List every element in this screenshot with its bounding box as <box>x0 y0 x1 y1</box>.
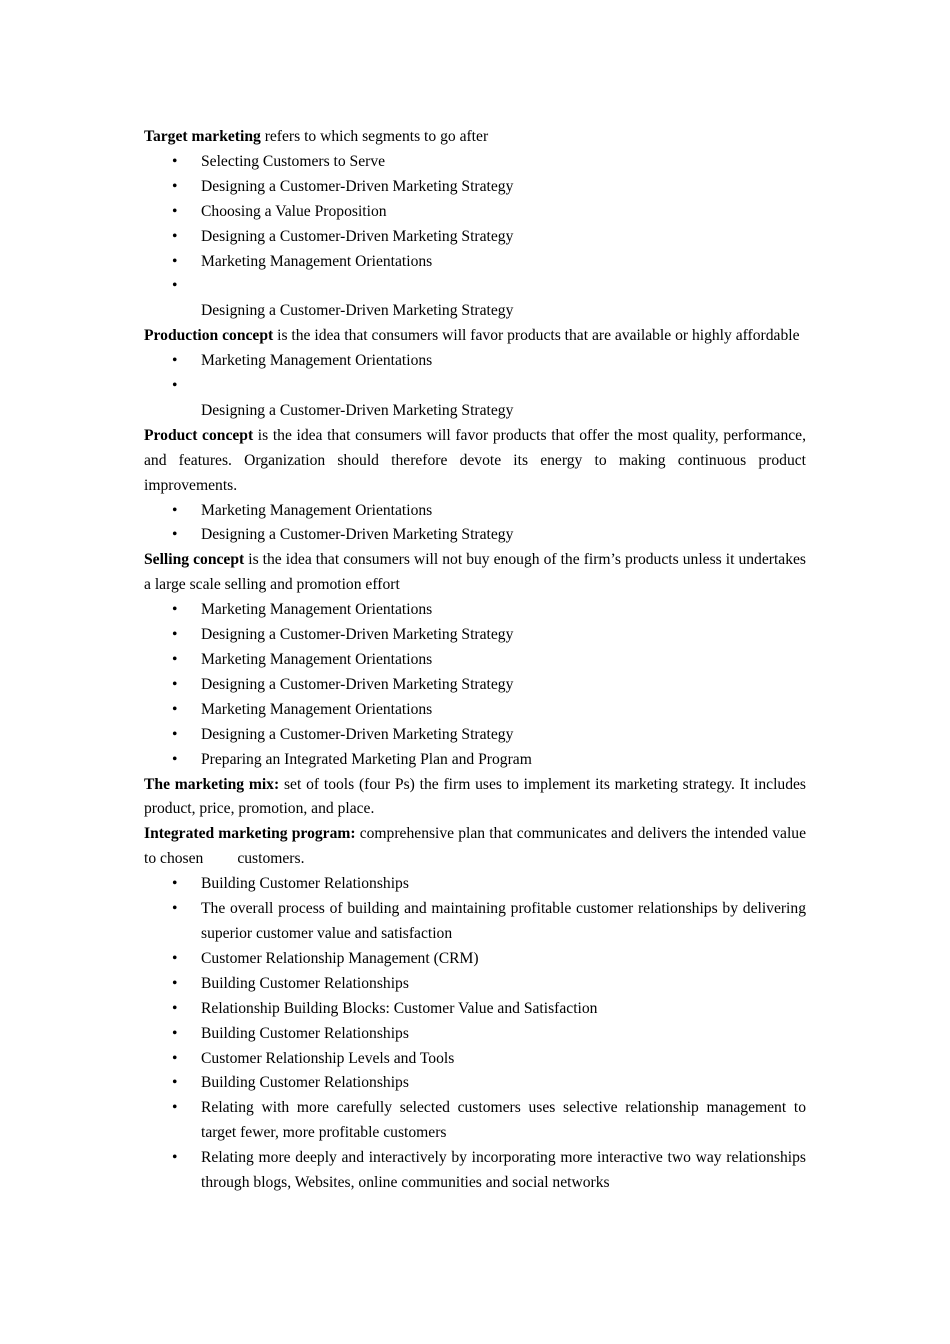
bullet-icon: • <box>172 177 178 195</box>
integrated-program-list <box>144 872 806 1196</box>
selling-concept-paragraph <box>144 548 806 598</box>
list-item: • Designing a Customer-Driven Marketing Strategy <box>144 623 806 648</box>
selling-concept-text: is the idea that consumers will not buy enough of the firm’s products unless it undertakes a large scale selling and promotion effort <box>144 551 806 594</box>
production-concept-term: Production concept <box>144 327 274 345</box>
list-item-empty <box>144 374 806 399</box>
production-concept-list <box>144 349 806 399</box>
target-marketing-text: refers to which segments to go after <box>260 128 489 145</box>
production-concept-text: is the idea that consumers will favor products that are available or highly affordable <box>273 327 800 345</box>
list-item: • Marketing Management Orientations <box>144 349 806 374</box>
bullet-icon: • <box>172 1149 178 1167</box>
list-item: • Designing a Customer-Driven Marketing Strategy <box>144 523 806 548</box>
product-concept-list <box>144 499 806 549</box>
bullet-icon: • <box>172 1099 178 1117</box>
bullet-icon: • <box>172 974 178 992</box>
bullet-icon: • <box>172 900 178 918</box>
bullet-icon: • <box>172 152 178 170</box>
bullet-icon: • <box>172 202 178 220</box>
bullet-icon: • <box>172 377 178 395</box>
list-item: • Designing a Customer-Driven Marketing Strategy <box>144 723 806 748</box>
bullet-icon: • <box>172 725 178 743</box>
list-item: • Marketing Management Orientations <box>144 598 806 623</box>
list-item: • Marketing Management Orientations <box>144 648 806 673</box>
continuation-line: Designing a Customer-Driven Marketing Strategy <box>201 401 514 419</box>
bullet-icon: • <box>172 999 178 1017</box>
integrated-program-text-end: customers. <box>237 850 305 868</box>
list-item: • Marketing Management Orientations <box>144 698 806 723</box>
production-concept-paragraph <box>144 324 806 349</box>
bullet-icon: • <box>172 1049 178 1067</box>
list-item: • Building Customer Relationships <box>144 872 806 897</box>
bullet-icon: • <box>172 352 178 370</box>
list-item: • Selecting Customers to Serve <box>144 150 806 175</box>
bullet-icon: • <box>172 750 178 768</box>
list-item: • Building Customer Relationships <box>144 972 806 997</box>
product-concept-text: is the idea that consumers will favor products that offer the most quality, performance, and features. Organization should therefore devote its energy to making continuous product improvements. <box>144 426 806 494</box>
bullet-icon: • <box>172 651 178 668</box>
bullet-icon: • <box>172 675 178 693</box>
bullet-icon: • <box>172 1074 178 1092</box>
target-marketing-list <box>144 150 806 299</box>
bullet-icon: • <box>172 252 178 270</box>
list-item-empty <box>144 274 806 299</box>
bullet-icon: • <box>172 601 178 619</box>
product-concept-paragraph <box>144 424 806 499</box>
list-item: • Customer Relationship Management (CRM) <box>144 947 806 972</box>
target-marketing-term: Target marketing <box>144 128 261 145</box>
list-item: • Building Customer Relationships <box>144 1071 806 1096</box>
selling-concept-list <box>144 598 806 772</box>
list-item: • Designing a Customer-Driven Marketing Strategy <box>144 175 806 200</box>
list-item: • Building Customer Relationships <box>144 1022 806 1047</box>
list-item: • Relationship Building Blocks: Customer Value and Satisfaction <box>144 997 806 1022</box>
bullet-icon: • <box>172 501 178 519</box>
list-item: • Relating with more carefully selected customers uses selective relationship management to target fewer, more profitable customers <box>144 1096 806 1146</box>
list-item: • The overall process of building and maintaining profitable customer relationships by delivering superior customer value and satisfaction <box>144 897 806 947</box>
document-page <box>144 125 806 1196</box>
integrated-program-term: Integrated marketing program: <box>144 825 356 843</box>
selling-concept-term: Selling concept <box>144 551 245 569</box>
list-item: • Marketing Management Orientations <box>144 499 806 524</box>
integrated-program-text: comprehensive plan that communicates and delivers the intended value to chosen <box>144 825 806 868</box>
continuation-line: Designing a Customer-Driven Marketing Strategy <box>201 302 514 320</box>
list-item: • Customer Relationship Levels and Tools <box>144 1047 806 1072</box>
bullet-icon: • <box>172 526 178 544</box>
list-item: • Designing a Customer-Driven Marketing Strategy <box>144 673 806 698</box>
bullet-icon: • <box>172 1024 178 1042</box>
integrated-program-paragraph <box>144 822 806 872</box>
bullet-icon: • <box>172 227 178 245</box>
marketing-mix-paragraph <box>144 773 806 823</box>
marketing-mix-term: The marketing mix: <box>144 775 280 793</box>
marketing-mix-text: set of tools (four Ps) the firm uses to implement its marketing strategy. It includes product, price, promotion, and place. <box>144 775 806 818</box>
list-item: • Designing a Customer-Driven Marketing Strategy <box>144 225 806 250</box>
bullet-icon: • <box>172 949 178 967</box>
list-item: • Relating more deeply and interactively by incorporating more interactive two way relationships through blogs, Websites, online communities and social networks <box>144 1146 806 1196</box>
list-item: • Marketing Management Orientations <box>144 250 806 275</box>
list-item: • Preparing an Integrated Marketing Plan and Program <box>144 748 806 773</box>
product-concept-term: Product concept <box>144 426 254 444</box>
target-marketing-paragraph <box>144 125 806 150</box>
list-item: • Choosing a Value Proposition <box>144 200 806 225</box>
bullet-icon: • <box>172 626 178 644</box>
bullet-icon: • <box>172 875 178 893</box>
bullet-icon: • <box>172 277 178 295</box>
bullet-icon: • <box>172 700 178 718</box>
